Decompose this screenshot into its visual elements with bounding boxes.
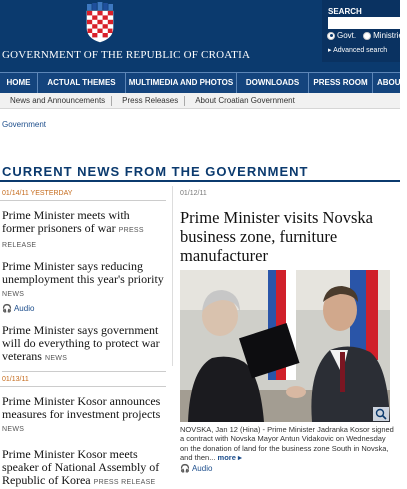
- site-header: [0, 0, 407, 72]
- feature-photo[interactable]: [180, 270, 390, 422]
- news-title[interactable]: Prime Minister says reducing unemployment this year's priority: [2, 259, 164, 286]
- more-link[interactable]: [218, 453, 242, 462]
- subnav-about-government[interactable]: About Croatian Government: [195, 95, 295, 105]
- news-title[interactable]: Prime Minister says government will do everything to protect war veterans: [2, 323, 160, 363]
- nav-press-room[interactable]: PRESS ROOM: [309, 73, 373, 93]
- advanced-search-link[interactable]: [328, 46, 387, 54]
- news-tag: NEWS: [2, 426, 25, 433]
- section-title: CURRENT NEWS FROM THE GOVERNMENT: [2, 164, 309, 179]
- radio-ministries[interactable]: [363, 32, 371, 40]
- news-list: [0, 186, 166, 489]
- audio-link[interactable]: [2, 302, 164, 315]
- feature-date: 01/12/11: [180, 190, 207, 197]
- news-tag: NEWS: [44, 355, 68, 362]
- more-label: more: [217, 452, 236, 462]
- search-scope-options: [327, 31, 407, 40]
- radio-ministries-label: Ministries: [373, 31, 407, 40]
- featured-story: [180, 186, 398, 473]
- news-date: 01/13/11: [0, 372, 166, 387]
- arrow-right-icon: ▸: [328, 47, 332, 54]
- feature-caption-text: NOVSKA, Jan 12 (Hina) - Prime Minister Jadranka Kosor signed a contract with Novska Mayor Antun Vidakovic on Wednesday on the donation of land for the business zone South in Novska, and then...: [180, 425, 394, 462]
- site-title[interactable]: GOVERNMENT OF THE REPUBLIC OF CROATIA: [2, 49, 251, 61]
- subnav-news[interactable]: News and Announcements: [0, 96, 112, 106]
- arrow-right-icon: ▸: [237, 452, 242, 462]
- sub-nav: [0, 93, 400, 109]
- magnifier-icon: [373, 407, 389, 421]
- news-tag: PRESS RELEASE: [2, 227, 144, 249]
- news-item[interactable]: [0, 201, 166, 252]
- breadcrumb[interactable]: Government: [2, 120, 47, 129]
- headphones-icon: 🎧: [2, 304, 12, 313]
- radio-govt[interactable]: [327, 32, 335, 40]
- audio-label: Audio: [13, 304, 35, 313]
- news-title[interactable]: Prime Minister Kosor meets speaker of National Assembly of Republic of Korea: [2, 447, 160, 487]
- audio-label: Audio: [191, 464, 213, 474]
- news-title[interactable]: Prime Minister meets with former prisoners of war: [2, 208, 130, 235]
- news-item[interactable]: [0, 315, 166, 365]
- section-divider: [0, 180, 400, 182]
- headphones-icon: 🎧: [180, 464, 190, 474]
- search-label: SEARCH: [328, 7, 362, 16]
- subnav-press-releases[interactable]: Press Releases: [112, 96, 185, 106]
- audio-link[interactable]: [180, 464, 398, 473]
- nav-about[interactable]: ABOUT: [377, 78, 406, 87]
- search-panel: [322, 0, 407, 62]
- feature-photo-image: [180, 270, 390, 422]
- search-input[interactable]: [328, 17, 400, 29]
- news-title[interactable]: Prime Minister Kosor announces measures for investment projects: [2, 394, 161, 421]
- news-item[interactable]: [0, 252, 166, 315]
- nav-actual-themes[interactable]: ACTUAL THEMES: [38, 73, 126, 93]
- news-tag: NEWS: [2, 291, 25, 298]
- news-item[interactable]: [0, 387, 166, 436]
- news-date: 01/14/11 YESTERDAY: [0, 186, 166, 201]
- radio-govt-label: Govt.: [337, 31, 357, 40]
- nav-multimedia[interactable]: MULTIMEDIA AND PHOTOS: [126, 73, 237, 93]
- advanced-search-label: Advanced search: [333, 47, 388, 54]
- nav-downloads[interactable]: DOWNLOADS: [237, 73, 309, 93]
- zoom-button[interactable]: [373, 407, 389, 421]
- croatian-coat-of-arms-icon[interactable]: [86, 4, 114, 42]
- nav-home[interactable]: HOME: [0, 73, 38, 93]
- feature-caption: [180, 425, 394, 462]
- news-tag: PRESS RELEASE: [93, 479, 156, 486]
- feature-title[interactable]: Prime Minister visits Novska business zone, furniture manufacturer: [180, 208, 373, 265]
- news-item[interactable]: [0, 436, 166, 489]
- main-nav: [0, 72, 406, 93]
- column-divider: [172, 186, 173, 366]
